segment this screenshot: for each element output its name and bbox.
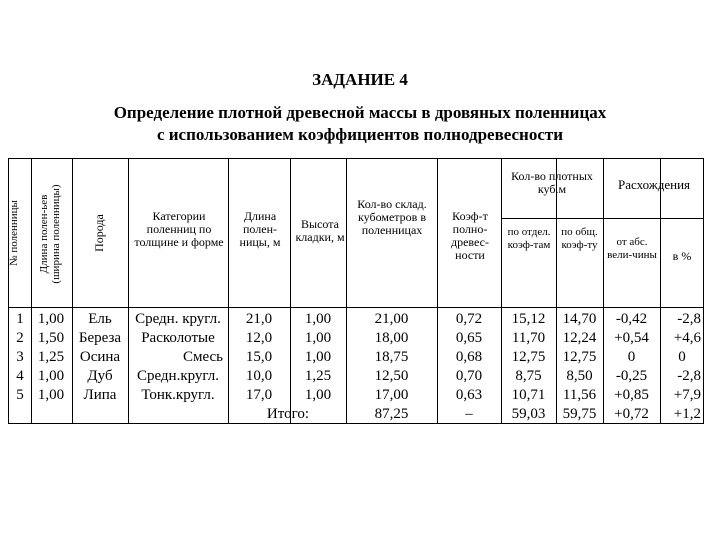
total-disc-pct: +1,2 (673, 406, 701, 422)
cell-length: 17,0 (245, 387, 273, 403)
cell-num: 5 (16, 387, 24, 403)
cell-dense-sep: 11,70 (511, 330, 546, 346)
cell-disc-abs: -0,42 (615, 311, 648, 327)
cell-num: 2 (16, 330, 24, 346)
cell-dense-gen: 8,50 (566, 368, 593, 384)
cell-category: Средн.кругл. (136, 368, 220, 384)
cell-breed: Ель (88, 311, 112, 327)
total-label: Итого: (266, 406, 310, 422)
cell-disc-pct: 0 (678, 349, 686, 365)
cell-coef: 0,68 (455, 349, 483, 365)
total-dense-sep: 59,03 (511, 406, 546, 422)
cell-category: Тонк.кругл. (141, 387, 215, 403)
cell-height: 1,25 (304, 368, 332, 384)
total-disc-abs: +0,72 (614, 406, 649, 422)
header-width (38, 172, 66, 296)
subtitle-line-1: Определение плотной древесной массы в дровяных поленницах (113, 103, 607, 122)
cell-category: Расколотые (141, 330, 215, 346)
cell-breed: Дуб (87, 368, 113, 384)
header-width-line1: Длина полен-ьев (38, 194, 50, 274)
cell-height: 1,00 (304, 349, 332, 365)
cell-disc-abs: -0,25 (615, 368, 648, 384)
header-stacked: Кол-во склад. кубометров в поленницах (357, 197, 427, 237)
cell-dense-gen: 12,75 (562, 349, 597, 365)
cell-dense-gen: 14,70 (562, 311, 597, 327)
total-stacked: 87,25 (374, 406, 409, 422)
cell-height: 1,00 (304, 330, 332, 346)
header-dense-group: Кол-во плотных куб.м (511, 169, 593, 196)
header-length: Длина полен-ницы, м (239, 209, 281, 249)
cell-dense-sep: 8,75 (515, 368, 542, 384)
cell-dense-gen: 11,56 (562, 387, 597, 403)
header-coef: Коэф-т полно-древес-ности (451, 209, 489, 262)
cell-dense-sep: 15,12 (511, 311, 546, 327)
cell-breed: Осина (79, 349, 121, 365)
cell-stacked: 18,00 (374, 330, 409, 346)
cell-category: Смесь (182, 349, 223, 365)
cell-height: 1,00 (304, 311, 332, 327)
cell-disc-abs: +0,54 (614, 330, 649, 346)
cell-disc-pct: -2,8 (677, 368, 701, 384)
cell-length: 21,0 (245, 311, 273, 327)
task-title: ЗАДАНИЕ 4 (312, 70, 408, 89)
header-disc-abs: от абс. вели-чины (607, 236, 657, 261)
cell-disc-pct: +4,6 (673, 330, 701, 346)
header-dense-gen: по общ. коэф-ту (561, 226, 598, 251)
group-divider (501, 218, 704, 219)
header-width-line2: (ширина поленницы) (50, 184, 62, 284)
cell-disc-pct: +7,9 (673, 387, 701, 403)
header-category: Категории поленниц по толщине и форме (134, 209, 224, 249)
cell-disc-pct: -2,8 (677, 311, 701, 327)
cell-num: 1 (16, 311, 24, 327)
header-breed: Порода (92, 214, 106, 252)
cell-stacked: 21,00 (374, 311, 409, 327)
cell-width: 1,50 (37, 330, 65, 346)
cell-coef: 0,70 (455, 368, 483, 384)
cell-dense-sep: 12,75 (511, 349, 546, 365)
cell-breed: Береза (78, 330, 122, 346)
header-dense-sep: по отдел. коэф-там (507, 226, 551, 251)
total-dense-gen: 59,75 (562, 406, 597, 422)
cell-coef: 0,63 (455, 387, 483, 403)
header-disc-pct: в % (672, 249, 692, 263)
cell-stacked: 17,00 (374, 387, 409, 403)
cell-coef: 0,65 (455, 330, 483, 346)
header-divider (8, 307, 704, 308)
header-num: № поленницы (8, 200, 20, 266)
cell-num: 3 (16, 349, 24, 365)
subtitle-line-2: с использованием коэффициентов полнодревесности (156, 125, 564, 144)
task-subtitle (0, 102, 720, 146)
cell-width: 1,00 (37, 368, 65, 384)
total-coef: – (465, 406, 473, 422)
cell-width: 1,25 (37, 349, 65, 365)
cell-stacked: 18,75 (374, 349, 409, 365)
cell-dense-sep: 10,71 (511, 387, 546, 403)
cell-disc-abs: 0 (627, 349, 636, 365)
cell-width: 1,00 (37, 387, 65, 403)
cell-length: 12,0 (245, 330, 273, 346)
cell-width: 1,00 (37, 311, 65, 327)
cell-stacked: 12,50 (374, 368, 409, 384)
cell-category: Средн. кругл. (135, 311, 221, 327)
cell-num: 4 (16, 368, 24, 384)
cell-disc-abs: +0,85 (614, 387, 649, 403)
cell-breed: Липа (83, 387, 117, 403)
header-height: Высота кладки, м (295, 217, 345, 244)
cell-length: 10,0 (245, 368, 273, 384)
cell-length: 15,0 (245, 349, 273, 365)
cell-coef: 0,72 (455, 311, 483, 327)
header-disc-group: Расхождения (617, 177, 691, 192)
cell-dense-gen: 12,24 (562, 330, 597, 346)
cell-height: 1,00 (304, 387, 332, 403)
